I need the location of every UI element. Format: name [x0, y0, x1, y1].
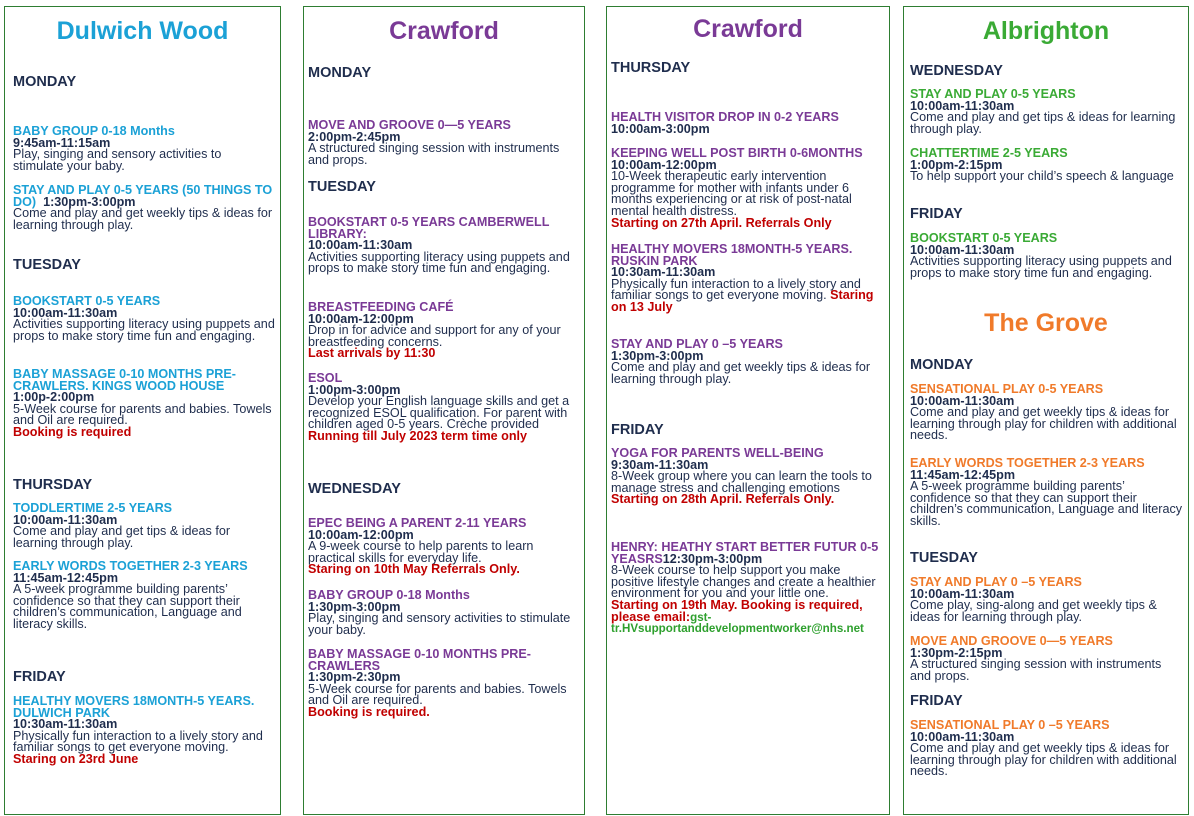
activity-time: 2:00pm-2:45pm	[308, 129, 401, 144]
activity-description: 10-Week therapeutic early intervention programme for mother with infants under 6 months experiencing or at risk of post-natal mental health distress.	[611, 169, 852, 218]
activity-description: Drop in for advice and support for any of your breastfeeding concerns.	[308, 323, 561, 349]
day-heading: TUESDAY	[910, 550, 978, 566]
activity-block	[308, 302, 580, 360]
activity-description: A structured singing session with instruments and props.	[308, 141, 560, 167]
email-link[interactable]: gst-tr.HVsupportanddevelopmentworker@nhs.net	[611, 610, 864, 636]
activity-time: 10:30am-11:30am	[13, 717, 118, 732]
day-heading: TUESDAY	[308, 179, 376, 195]
activity-note: Staring on 10th May Referrals Only.	[308, 562, 520, 577]
activity-time: 1:30pm-3:00pm	[308, 599, 401, 614]
activity-title: EPEC BEING A PARENT 2-11 YEARS	[308, 516, 527, 530]
activity-title: HEALTHY MOVERS 18MONTH-5 YEARS. RUSKIN PARK	[611, 242, 853, 268]
activity-block	[611, 542, 883, 635]
activity-title: BABY MASSAGE 0-10 MONTHS PRE-CRAWLERS. KINGS WOOD HOUSE	[13, 367, 236, 393]
activity-block	[611, 112, 883, 135]
activity-description: Come and play and get weekly tips & ideas for learning through play.	[13, 206, 273, 232]
activity-time: 1:00pm-2:15pm	[910, 157, 1003, 172]
activity-title: BABY GROUP 0-18 Months	[308, 588, 470, 602]
activity-time: 11:45am-12:45pm	[13, 570, 119, 585]
activity-description: A structured singing session with instruments and props.	[910, 657, 1162, 683]
activity-block	[910, 636, 1184, 682]
activity-description: 5-Week course for parents and babies. Towels and Oil are required.	[308, 681, 567, 708]
activity-block	[910, 458, 1184, 528]
day-heading: THURSDAY	[13, 477, 93, 493]
activity-time: 1:30pm-3:00pm	[43, 194, 136, 209]
activity-time: 10:00am-11:30am	[910, 729, 1015, 744]
activity-block	[910, 720, 1184, 778]
activity-time: 10:30am-11:30am	[611, 265, 716, 280]
activity-title: STAY AND PLAY 0-5 YEARS (50 THINGS TO DO)	[13, 183, 273, 209]
activity-description: To help support your child’s speech & language	[910, 169, 1174, 184]
day-heading: TUESDAY	[13, 257, 81, 273]
activity-time: 1:00pm-3:00pm	[308, 382, 401, 397]
activity-block	[308, 518, 580, 576]
venue-title: Crawford	[693, 15, 803, 43]
activity-time: 10:00am-3:00pm	[611, 121, 710, 136]
activity-time: 1:30pm-2:15pm	[910, 645, 1003, 660]
activity-block	[308, 120, 580, 166]
activity-block	[611, 244, 883, 314]
activity-title: BOOKSTART 0-5 YEARS	[910, 231, 1058, 245]
activity-description: 5-Week course for parents and babies. Towels and Oil are required.	[13, 401, 272, 428]
activity-block	[308, 649, 580, 719]
activity-description: Come and play and get weekly tips & ideas for learning through play for children with additional needs.	[910, 405, 1177, 443]
activity-block	[13, 185, 275, 231]
activity-description: Physically fun interaction to a lively story and familiar songs to get everyone moving.	[611, 276, 861, 303]
activity-description: Play, singing and sensory activities to stimulate your baby.	[13, 147, 222, 173]
venue-title: The Grove	[984, 309, 1108, 337]
activity-description: Develop your English language skills and get a recognized ESOL qualification. For parent with children aged 0-5 years. Crèche provided	[308, 394, 570, 432]
day-heading: MONDAY	[910, 357, 974, 373]
activity-description: Come and play and get tips & ideas for learning through play.	[13, 524, 231, 550]
activity-title: BREASTFEEDING CAFÉ	[308, 300, 454, 314]
activity-title: EARLY WORDS TOGETHER 2-3 YEARS	[13, 559, 248, 573]
activity-title: STAY AND PLAY 0 –5 YEARS	[611, 337, 783, 351]
activity-description: Come and play and get tips & ideas for learning through play.	[910, 110, 1176, 136]
activity-block	[13, 369, 275, 439]
activity-time: 9:45am-11:15am	[13, 135, 111, 150]
activity-title: BOOKSTART 0-5 YEARS	[13, 294, 161, 308]
activity-description: A 5-week programme building parents’ confidence so that they can support their children’s communication, Language and literacy skills.	[910, 479, 1183, 528]
column-crawford-2	[606, 6, 890, 815]
activity-block	[910, 89, 1184, 135]
venue-title: Albrighton	[982, 17, 1110, 45]
activity-time: 10:00am-11:30am	[910, 393, 1015, 408]
activity-description: Activities supporting literacy using puppets and props to make story time fun and engaging.	[910, 254, 1172, 280]
column-albrighton-grove	[903, 6, 1189, 815]
activity-block	[13, 561, 275, 631]
activity-title: MOVE AND GROOVE 0—5 YEARS	[308, 118, 511, 132]
activity-note: Last arrivals by 11:30	[308, 346, 436, 361]
activity-note: Running till July 2023 term time only	[308, 428, 528, 443]
activity-title: KEEPING WELL POST BIRTH 0-6MONTHS	[611, 146, 863, 160]
activity-block	[910, 148, 1184, 183]
activity-title: SENSATIONAL PLAY 0-5 YEARS	[910, 382, 1104, 396]
activity-time: 9:30am-11:30am	[611, 457, 709, 472]
activity-title: BABY MASSAGE 0-10 MONTHS PRE-CRAWLERS	[308, 647, 531, 673]
activity-title: STAY AND PLAY 0 –5 YEARS	[910, 575, 1082, 589]
activity-note: Staring on 13 July	[611, 288, 874, 314]
activity-description: Play, singing and sensory activities to stimulate your baby.	[308, 611, 571, 637]
activity-time: 10:00am-11:30am	[910, 242, 1015, 257]
activity-note: Starting on 28th April. Referrals Only.	[611, 492, 835, 507]
activity-time: 10:00am-12:00pm	[611, 157, 717, 172]
activity-time: 12:30pm-3:00pm	[662, 551, 763, 566]
activity-block	[910, 577, 1184, 623]
activity-description: A 9-week course to help parents to learn practical skills for everyday life.	[308, 539, 534, 565]
activity-description: Come and play and get weekly tips & ideas for learning through play for children with additional needs.	[910, 741, 1177, 779]
day-heading: FRIDAY	[13, 669, 66, 685]
activity-description: A 5-week programme building parents’ confidence so that they can support their children’s communication, Language and literacy skills.	[13, 582, 242, 631]
activity-note: Starting on 19th May. Booking is required, please email:	[611, 597, 863, 624]
activity-block	[13, 503, 275, 549]
day-heading: THURSDAY	[611, 60, 691, 76]
column-crawford	[303, 6, 585, 815]
activity-description: 8-Week course to help support you make positive lifestyle changes and create a healthier environment for you and your little one.	[611, 563, 876, 601]
activity-block	[13, 696, 275, 766]
activity-time: 1:00p-2:00pm	[13, 390, 95, 405]
day-heading: FRIDAY	[910, 693, 963, 709]
activity-block	[13, 296, 275, 342]
activity-description: Physically fun interaction to a lively story and familiar songs to get everyone moving.	[13, 728, 263, 755]
activity-block	[910, 384, 1184, 442]
day-heading: FRIDAY	[910, 206, 963, 222]
activity-note: Starting on 27th April. Referrals Only	[611, 215, 832, 230]
activity-time: 10:00am-11:30am	[13, 305, 118, 320]
activity-block	[611, 339, 883, 385]
activity-time: 10:00am-12:00pm	[308, 311, 414, 326]
activity-title: HENRY: HEATHY START BETTER FUTUR 0-5 YEASRS	[611, 540, 879, 566]
activity-title: MOVE AND GROOVE 0—5 YEARS	[910, 634, 1113, 648]
activity-time: 1:30pm-3:00pm	[611, 348, 704, 363]
activity-title: CHATTERTIME 2-5 YEARS	[910, 146, 1068, 160]
day-heading: WEDNESDAY	[910, 63, 1003, 79]
day-heading: MONDAY	[13, 74, 77, 90]
activity-description: Come play, sing-along and get weekly tips & ideas for learning through play.	[910, 598, 1157, 624]
activity-title: STAY AND PLAY 0-5 YEARS	[910, 87, 1076, 101]
activity-block	[308, 373, 580, 443]
activity-time: 11:45am-12:45pm	[910, 467, 1016, 482]
activity-time: 10:00am-11:30am	[910, 586, 1015, 601]
day-heading: MONDAY	[308, 65, 372, 81]
venue-title: Dulwich Wood	[56, 17, 229, 45]
day-heading: WEDNESDAY	[308, 481, 401, 497]
activity-block	[308, 217, 580, 275]
activity-time: 10:00am-11:30am	[308, 238, 413, 253]
activity-description: Activities supporting literacy using puppets and props to make story time fun and engaging.	[13, 317, 275, 343]
activity-note: Booking is required	[13, 424, 132, 439]
activity-description: Activities supporting literacy using puppets and props to make story time fun and engaging.	[308, 249, 570, 276]
activity-block	[13, 126, 275, 172]
activity-title: HEALTH VISITOR DROP IN 0-2 YEARS	[611, 110, 839, 124]
activity-block	[611, 148, 883, 229]
activity-description: Come and play and get weekly tips & ideas for learning through play.	[611, 360, 871, 386]
activity-block	[611, 448, 883, 506]
day-heading: FRIDAY	[611, 422, 664, 438]
column-dulwich-wood	[4, 6, 281, 815]
activity-title: ESOL	[308, 371, 343, 385]
activity-time: 10:00am-11:30am	[910, 98, 1015, 113]
activity-description: 8-Week group where you can learn the tools to manage stress and challenging emotions	[611, 469, 872, 495]
activity-note: Booking is required.	[308, 704, 430, 719]
activity-title: TODDLERTIME 2-5 YEARS	[13, 501, 173, 515]
activity-block	[910, 233, 1184, 279]
activity-title: YOGA FOR PARENTS WELL-BEING	[611, 446, 824, 460]
activity-title: BABY GROUP 0-18 Months	[13, 124, 175, 138]
activity-time: 1:30pm-2:30pm	[308, 670, 401, 685]
activity-title: SENSATIONAL PLAY 0 –5 YEARS	[910, 718, 1110, 732]
activity-time: 10:00am-12:00pm	[308, 527, 414, 542]
activity-title: EARLY WORDS TOGETHER 2-3 YEARS	[910, 456, 1145, 470]
venue-title: Crawford	[389, 17, 499, 45]
activity-title: HEALTHY MOVERS 18MONTH-5 YEARS. DULWICH PARK	[13, 694, 255, 720]
activity-time: 10:00am-11:30am	[13, 512, 118, 527]
activity-note: Staring on 23rd June	[13, 751, 139, 766]
activity-title: BOOKSTART 0-5 YEARS CAMBERWELL LIBRARY:	[308, 215, 550, 241]
activity-block	[308, 590, 580, 636]
